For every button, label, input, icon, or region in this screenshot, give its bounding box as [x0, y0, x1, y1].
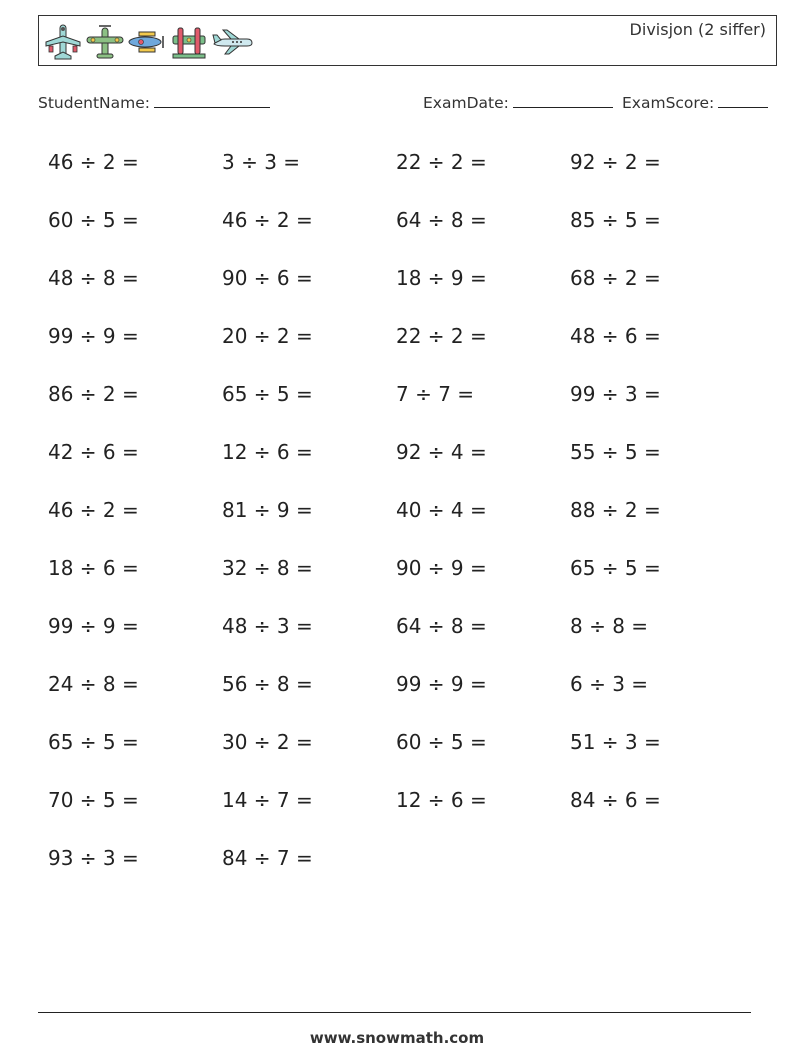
division-problem: 84 ÷ 7 = [222, 846, 313, 870]
biplane-icon [127, 22, 167, 62]
airplane-icon [43, 22, 83, 62]
division-problem: 18 ÷ 6 = [48, 556, 139, 580]
exam-score-blank[interactable] [718, 93, 768, 108]
division-problem: 88 ÷ 2 = [570, 498, 661, 522]
division-problem: 90 ÷ 6 = [222, 266, 313, 290]
division-problem: 32 ÷ 8 = [222, 556, 313, 580]
division-problem: 48 ÷ 6 = [570, 324, 661, 348]
division-problem: 86 ÷ 2 = [48, 382, 139, 406]
division-problem: 3 ÷ 3 = [222, 150, 301, 174]
division-problem: 51 ÷ 3 = [570, 730, 661, 754]
division-problem: 20 ÷ 2 = [222, 324, 313, 348]
division-problem: 55 ÷ 5 = [570, 440, 661, 464]
student-name-label: StudentName: [38, 94, 150, 112]
division-problem: 12 ÷ 6 = [396, 788, 487, 812]
division-problem: 48 ÷ 8 = [48, 266, 139, 290]
division-problem: 99 ÷ 9 = [48, 614, 139, 638]
exam-date-field [423, 93, 613, 112]
division-problem: 56 ÷ 8 = [222, 672, 313, 696]
propeller-plane-icon [85, 22, 125, 62]
exam-score-label: ExamScore: [622, 94, 715, 112]
jet-airliner-icon [211, 22, 253, 62]
division-problem: 90 ÷ 9 = [396, 556, 487, 580]
exam-score-field [622, 93, 768, 112]
division-problem: 22 ÷ 2 = [396, 150, 487, 174]
exam-date-label: ExamDate: [423, 94, 509, 112]
division-problem: 46 ÷ 2 = [48, 498, 139, 522]
division-problem: 22 ÷ 2 = [396, 324, 487, 348]
division-problem: 85 ÷ 5 = [570, 208, 661, 232]
division-problem: 99 ÷ 3 = [570, 382, 661, 406]
footer-divider [38, 1012, 751, 1013]
division-problem: 30 ÷ 2 = [222, 730, 313, 754]
division-problem: 84 ÷ 6 = [570, 788, 661, 812]
division-problem: 60 ÷ 5 = [396, 730, 487, 754]
division-problem: 46 ÷ 2 = [222, 208, 313, 232]
division-problem: 40 ÷ 4 = [396, 498, 487, 522]
division-problem: 8 ÷ 8 = [570, 614, 649, 638]
footer-site: www.snowmath.com [309, 1029, 485, 1047]
problem-grid [48, 142, 748, 896]
division-problem: 65 ÷ 5 = [570, 556, 661, 580]
division-problem: 65 ÷ 5 = [48, 730, 139, 754]
division-problem: 92 ÷ 2 = [570, 150, 661, 174]
worksheet-header [38, 15, 777, 66]
division-problem: 18 ÷ 9 = [396, 266, 487, 290]
division-problem: 68 ÷ 2 = [570, 266, 661, 290]
division-problem: 48 ÷ 3 = [222, 614, 313, 638]
worksheet-title: Divisjon (2 siffer) [629, 20, 766, 39]
division-problem: 12 ÷ 6 = [222, 440, 313, 464]
division-problem: 93 ÷ 3 = [48, 846, 139, 870]
division-problem: 46 ÷ 2 = [48, 150, 139, 174]
icon-strip [43, 21, 253, 63]
division-problem: 14 ÷ 7 = [222, 788, 313, 812]
division-problem: 64 ÷ 8 = [396, 614, 487, 638]
division-problem: 6 ÷ 3 = [570, 672, 649, 696]
division-problem: 99 ÷ 9 = [396, 672, 487, 696]
exam-date-blank[interactable] [513, 93, 613, 108]
division-problem: 42 ÷ 6 = [48, 440, 139, 464]
twin-engine-plane-icon [169, 22, 209, 62]
division-problem: 24 ÷ 8 = [48, 672, 139, 696]
division-problem: 65 ÷ 5 = [222, 382, 313, 406]
division-problem: 7 ÷ 7 = [396, 382, 475, 406]
division-problem: 92 ÷ 4 = [396, 440, 487, 464]
division-problem: 99 ÷ 9 = [48, 324, 139, 348]
student-name-field [38, 93, 270, 112]
division-problem: 64 ÷ 8 = [396, 208, 487, 232]
student-name-blank[interactable] [154, 93, 270, 108]
division-problem: 70 ÷ 5 = [48, 788, 139, 812]
division-problem: 81 ÷ 9 = [222, 498, 313, 522]
division-problem: 60 ÷ 5 = [48, 208, 139, 232]
